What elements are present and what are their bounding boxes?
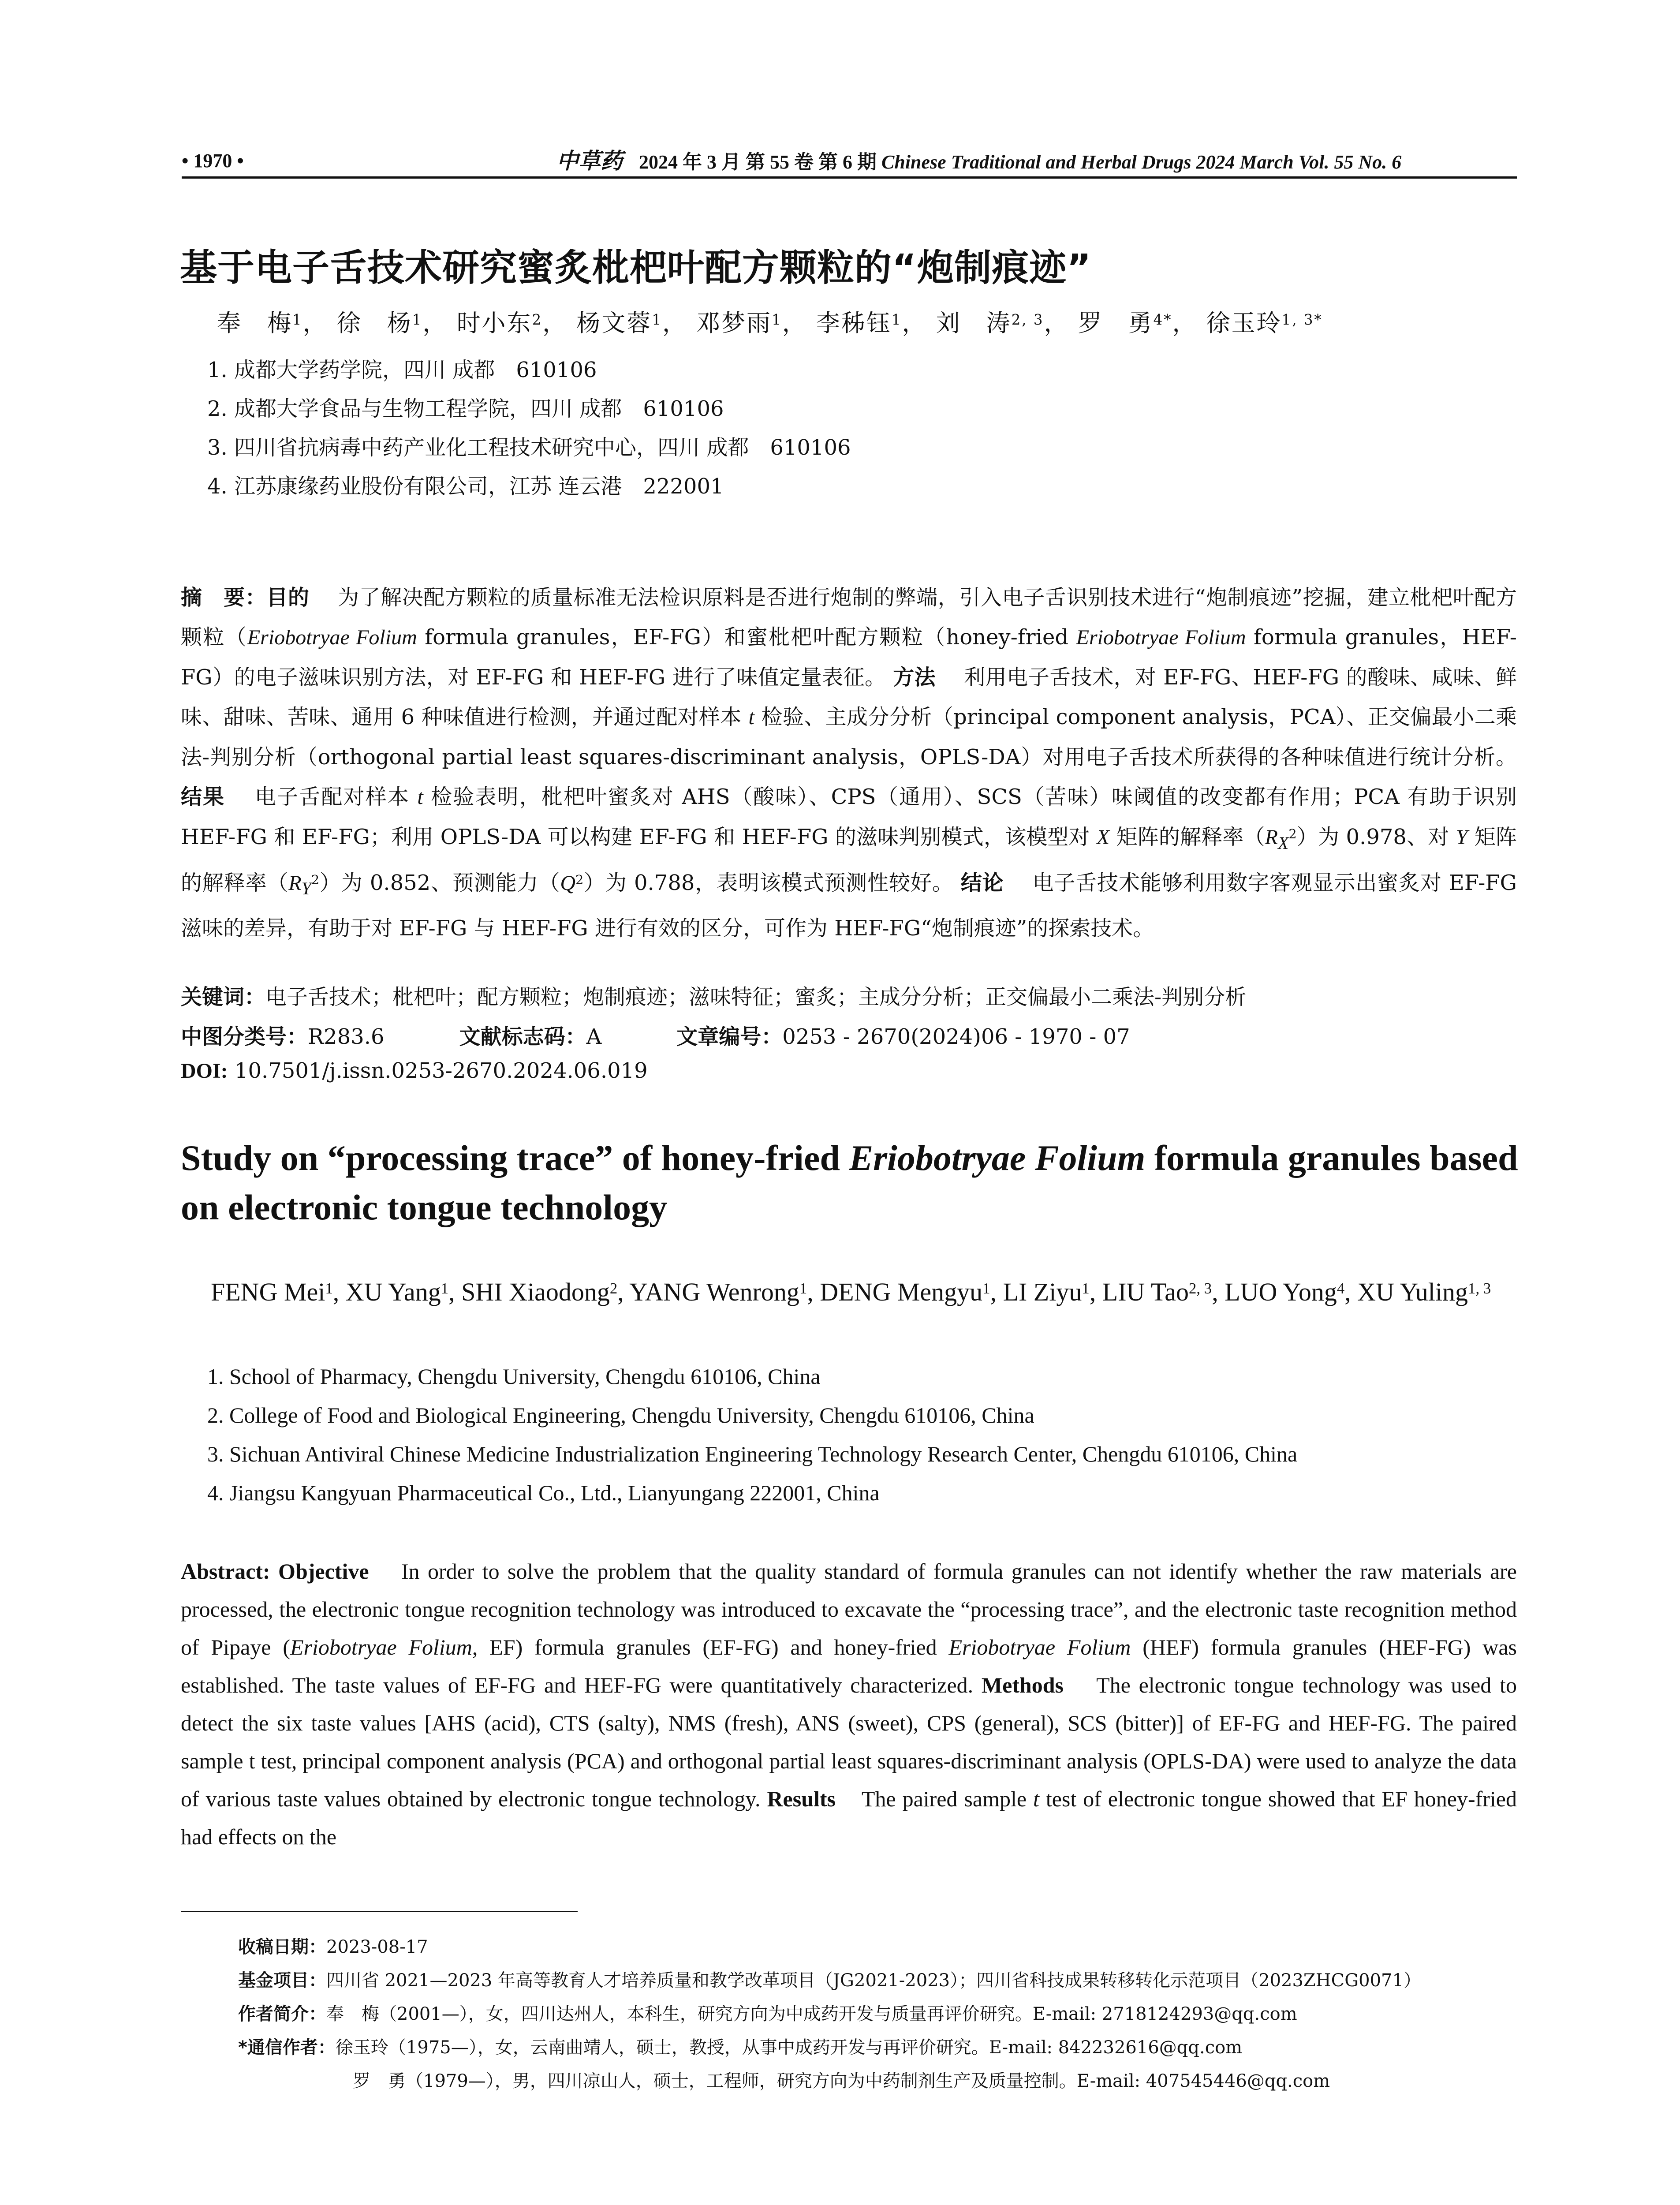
footnote-text: 四川省 2021—2023 年高等教育人才培养质量和教学改革项目（JG2021-2023）；四川省科技成果转移转化示范项目（2023ZHCG0071）: [326, 1970, 1421, 1991]
author-affil-mark: 1, 3*: [1281, 311, 1323, 329]
doc-code-label: 文献标志码：: [459, 1024, 586, 1049]
abstract-text: 检验、主成分分析（principal component analysis，PCA）、正交偏最小二乘法-判别分析（orthogonal partial least squares-discriminant analysis，OPLS-DA）对用电子舌技术所获得的各种味值进行统计分析。: [181, 705, 1517, 770]
author-affil-mark: 2, 3: [1011, 311, 1044, 329]
author-name: DENG Mengyu: [820, 1278, 983, 1306]
math-symbol: Q: [560, 871, 575, 895]
author-name: SHI Xiaodong: [461, 1278, 610, 1306]
author-affil-mark: 1: [441, 1280, 449, 1297]
clc-label: 中图分类号：: [181, 1024, 308, 1049]
author-affil-mark: 1: [982, 1280, 990, 1297]
keywords: 电子舌技术；枇杷叶；配方颗粒；炮制痕迹；滋味特征；蜜炙；主成分分析；正交偏最小二乘法-判别分析: [265, 985, 1247, 1009]
title-text: Study on “processing trace” of honey-fried: [181, 1138, 849, 1178]
abstract-text: 检验表明，枇杷叶蜜炙对 AHS（酸味）、CPS（通用）、SCS（苦味）味阈值的改变都有作用；PCA 有助于识别 HEF-FG 和 EF-FG；利用 OPLS-DA 可以构建 EF-FG 和 HEF-FG 的滋味判别模式，该模型对: [181, 785, 1517, 849]
methods-label: 方法: [893, 665, 936, 690]
footnote-text: 奉 梅（2001—），女，四川达州人，本科生，研究方向为中成药开发与质量再评价研究。E-mail: 2718124293@qq.com: [326, 2004, 1297, 2024]
math-subscript: X: [1277, 833, 1289, 853]
latin-name: Eriobotryae Folium: [1076, 626, 1246, 649]
chinese-affiliation: 1. 成都大学药学院，四川 成都 610106: [207, 358, 597, 382]
english-authors: FENG Mei$^1$, XU Yang$^1$, SHI Xiaodong$^2$, YANG Wenrong$^1$, DENG Mengyu$^1$, LI Ziyu$^1$, LIU Tao$^{2, 3}$, LUO Yong$^4$, XU Yuling$^{1, 3}$: [211, 1278, 1491, 1306]
doi-line: [181, 1058, 648, 1083]
author-name: 杨文蓉: [576, 309, 652, 337]
math-symbol: t: [417, 785, 423, 809]
footnote-divider: [181, 1911, 578, 1912]
author-affil-mark: 2: [609, 1280, 618, 1297]
issue-cn: 2024 年 3 月 第 55 卷 第 6 期: [639, 151, 877, 173]
abstract-text: 电子舌配对样本: [254, 785, 418, 809]
english-title: [181, 1133, 1530, 1232]
chinese-authors: 奉 梅$^1$， 徐 杨$^1$， 时小东$^2$， 杨文蓉$^1$， 邓梦雨$^1$， 李秭钰$^1$， 刘 涛$^{2, 3}$， 罗 勇$^{4*}$， 徐玉玲$^{1, 3*}$: [217, 309, 1323, 337]
author-name: LUO Yong: [1225, 1278, 1337, 1306]
chinese-affiliation: 2. 成都大学食品与生物工程学院，四川 成都 610106: [207, 396, 724, 421]
author-affil-mark: 4: [1337, 1280, 1345, 1297]
footnote-label: 作者简介：: [238, 2004, 326, 2024]
math-symbol: X: [1096, 826, 1110, 849]
issue-en: Chinese Traditional and Herbal Drugs 2024 March Vol. 55 No. 6: [881, 151, 1402, 173]
abstract-text: 电子舌技术能够利用数字客观显示出蜜炙对 EF-FG 滋味的差异，有助于对 EF-FG 与 HEF-FG 进行有效的区分，可作为 HEF-FG“炮制痕迹”的探索技术。: [181, 870, 1517, 941]
author-affil-mark: 1, 3: [1468, 1280, 1491, 1297]
abstract-text: 矩阵的解释率（: [1109, 825, 1265, 849]
latin-name: Eriobotryae Folium: [948, 1635, 1131, 1659]
math-symbol: t: [1033, 1786, 1039, 1811]
footnote-author-bio: [238, 2000, 1297, 2025]
clc-number: R283.6: [308, 1024, 385, 1049]
footnote-corresponding-2: 罗 勇（1979—），男，四川凉山人，硕士，工程师，研究方向为中药制剂生产及质量控制。E-mail: 407545446@qq.com: [353, 2071, 1330, 2091]
author-name: 李秭钰: [816, 309, 892, 337]
author-name: FENG Mei: [211, 1278, 325, 1306]
math-symbol: R: [1265, 826, 1278, 849]
page-number: • 1970 •: [182, 150, 244, 172]
footnote-label: 基金项目：: [238, 1970, 326, 1991]
footnote-text: 徐玉玲（1975—），女，云南曲靖人，硕士，教授，从事中成药开发与再评价研究。E-mail: 842232616@qq.com: [335, 2037, 1243, 2058]
abstract-text: (HEF) formula granules (HEF-FG) was established. The taste values of EF-FG and HEF-FG were quantitatively characterized.: [181, 1635, 1517, 1697]
english-affiliation: 2. College of Food and Biological Engineering, Chengdu University, Chengdu 610106, China: [207, 1403, 1034, 1428]
author-affil-mark: 1: [891, 311, 902, 329]
footnote-label: *通信作者：: [238, 2037, 336, 2058]
abstract-text: The paired sample: [861, 1786, 1033, 1811]
abstract-text: ）为 0.978、对: [1296, 825, 1456, 849]
author-name: 徐 杨: [336, 309, 412, 337]
english-abstract: [181, 1552, 1517, 1856]
journal-issue-line: [556, 146, 1401, 178]
journal-logo: 中草药: [556, 148, 623, 174]
doi-value[interactable]: 10.7501/j.issn.0253-2670.2024.06.019: [234, 1058, 648, 1083]
latin-name: Eriobotryae Folium: [849, 1138, 1146, 1178]
author-affil-mark: 2, 3: [1188, 1280, 1212, 1297]
article-no-label: 文章编号：: [676, 1024, 783, 1049]
math-symbol: Y: [1456, 826, 1468, 849]
abstract-label: 摘 要：: [181, 585, 267, 610]
author-affil-mark: 1: [652, 311, 662, 329]
abstract-text: The electronic tongue technology was used to detect the six taste values [AHS (acid), CTS (salty), NMS (fresh), ANS (sweet), CPS (general), SCS (bitter)] of EF-FG and HEF-FG. The paired sample t test, principal component analysis (PCA) and orthogonal partial least squares-discriminant analysis (OPLS-DA) were used to analyze the data of various taste values obtained by electronic tongue technology.: [181, 1673, 1517, 1811]
english-affiliation: 1. School of Pharmacy, Chengdu University, Chengdu 610106, China: [207, 1364, 821, 1389]
author-affil-mark: 4*: [1153, 311, 1172, 329]
author-affil-mark: 1: [325, 1280, 333, 1297]
footnote-label: 收稿日期：: [238, 1937, 326, 1957]
author-name: 刘 涛: [936, 309, 1012, 337]
footnote-received: [238, 1933, 428, 1958]
latin-name: Eriobotryae Folium: [290, 1635, 472, 1659]
abstract-text: test of electronic tongue showed that EF honey-fried had effects on the: [181, 1786, 1517, 1849]
math-subscript: Y: [301, 878, 311, 899]
abstract-text: formula granules，HEF-FG）的电子滋味识别方法，对 EF-FG 和 HEF-FG 进行了味值定量表征。: [181, 625, 1517, 690]
objective-label: 目的: [266, 585, 310, 610]
author-affil-mark: 1: [412, 311, 423, 329]
author-name: 徐玉玲: [1206, 309, 1282, 337]
author-name: 罗 勇: [1078, 309, 1154, 337]
author-affil-mark: 1: [799, 1280, 807, 1297]
chinese-affiliation: 3. 四川省抗病毒中药产业化工程技术研究中心，四川 成都 610106: [207, 435, 851, 460]
author-name: LIU Tao: [1102, 1278, 1189, 1306]
chinese-title: 基于电子舌技术研究蜜炙枇杷叶配方颗粒的“炮制痕迹”: [180, 246, 1092, 289]
english-affiliation: 3. Sichuan Antiviral Chinese Medicine Industrialization Engineering Technology Research Center, Chengdu 610106, China: [207, 1442, 1298, 1466]
abstract-text: 为了解决配方颗粒的质量标准无法检识原料是否进行炮制的弊端，引入电子舌识别技术进行“炮制痕迹”挖掘，建立枇杷叶配方颗粒（: [181, 585, 1517, 650]
keywords-label: 关键词：: [181, 985, 266, 1009]
footnote-fund: [238, 1966, 1421, 1992]
classification-line: [181, 1020, 1130, 1050]
author-affil-mark: 2: [532, 311, 543, 329]
math-symbol: R: [288, 871, 302, 895]
doi-label: DOI:: [181, 1059, 228, 1083]
results-label: 结果: [181, 785, 225, 809]
results-label: Results: [767, 1786, 836, 1811]
abstract-text: 矩阵的解释率（: [181, 825, 1517, 895]
english-affiliation: 4. Jiangsu Kangyuan Pharmaceutical Co., Ltd., Lianyungang 222001, China: [207, 1480, 880, 1505]
title-text: formula granules based on electronic tongue technology: [181, 1138, 1518, 1227]
author-affil-mark: 1: [292, 311, 303, 329]
keywords-line: [181, 980, 1246, 1010]
author-affil-mark: 1: [1082, 1280, 1090, 1297]
abstract-text: , EF) formula granules (EF-FG) and honey-fried: [472, 1635, 949, 1659]
abstract-text: In order to solve the problem that the quality standard of formula granules can not identify whether the raw materials are processed, the electronic tongue recognition technology was introduced to excavate the “processing trace”, and the electronic taste recognition method of Pipaye (: [181, 1559, 1517, 1659]
author-name: YANG Wenrong: [629, 1278, 799, 1306]
latin-name: Eriobotryae Folium: [247, 626, 417, 649]
author-affil-mark: 1: [772, 311, 782, 329]
article-number: 0253 - 2670(2024)06 - 1970 - 07: [782, 1024, 1130, 1049]
abstract-text: ）为 0.788，表明该模式预测性较好。: [583, 870, 954, 895]
methods-label: Methods: [981, 1673, 1064, 1697]
running-header: [182, 146, 1517, 179]
chinese-affiliation: 4. 江苏康缘药业股份有限公司，江苏 连云港 222001: [207, 474, 724, 499]
abstract-text: 利用电子舌技术，对 EF-FG、HEF-FG 的酸味、咸味、鲜味、甜味、苦味、通用 6 种味值进行检测，并通过配对样本: [181, 665, 1517, 729]
footnote-corresponding: [238, 2033, 1242, 2059]
conclusion-label: 结论: [960, 870, 1004, 895]
author-name: 奉 梅: [217, 309, 292, 337]
author-name: LI Ziyu: [1003, 1278, 1082, 1306]
author-name: XU Yang: [345, 1278, 441, 1306]
doc-code: A: [586, 1024, 602, 1049]
author-name: XU Yuling: [1357, 1278, 1468, 1306]
chinese-abstract: 摘 要：目的 为了解决配方颗粒的质量标准无法检识原料是否进行炮制的弊端，引入电子舌识别技术进行“炮制痕迹”挖掘，建立枇杷叶配方颗粒（Eriobotryae Folium formula granules，EF-FG）和蜜枇杷叶配方颗粒（honey-fried Eriobotryae Folium formula granules，HEF-FG）的电子滋味识别方法，对 EF-FG 和 HEF-FG 进行了味值定量表征。 方法 利用电子舌技术，对 EF-FG、HEF-FG 的酸味、咸味、鲜味、甜味、苦味、通用 6 种味值进行检测，并通过配对样本 t 检验、主成分分析（principal component analysis，PCA）、正交偏最小二乘法-判别分析（orthogonal partial least squares-discriminant analysis，OPLS-DA）对用电子舌技术所获得的各种味值进行统计分析。 结果 电子舌配对样本 t 检验表明，枇杷叶蜜炙对 AHS（酸味）、CPS（通用）、SCS（苦味）味阈值的改变都有作用；PCA 有助于识别 HEF-FG 和 EF-FG；利用 OPLS-DA 可以构建 EF-FG 和 HEF-FG 的滋味判别模式，该模型对 X 矩阵的解释率$(R_X^2)$为 0.978、对 Y 矩阵的解释率$(R_Y^2)$为 0.852、预测能力$(Q^2)$为 0.788，表明该模式预测性较好。 结论 电子舌技术能够利用数字客观显示出蜜炙对 EF-FG 滋味的差异，有助于对 EF-FG 与 HEF-FG 进行有效的区分，可作为 HEF-FG“炮制痕迹”的探索技术。: [181, 585, 1517, 941]
author-name: 邓梦雨: [696, 309, 772, 337]
author-name: 时小东: [456, 309, 532, 337]
abstract-text: ）为 0.852、预测能力（: [319, 870, 560, 895]
abstract-text: formula granules，EF-FG）和蜜枇杷叶配方颗粒（honey-fried: [417, 625, 1076, 650]
abstract-objective-label: Abstract: Objective: [181, 1559, 369, 1584]
footnote-text: 2023-08-17: [326, 1937, 428, 1957]
math-symbol: t: [748, 706, 754, 729]
